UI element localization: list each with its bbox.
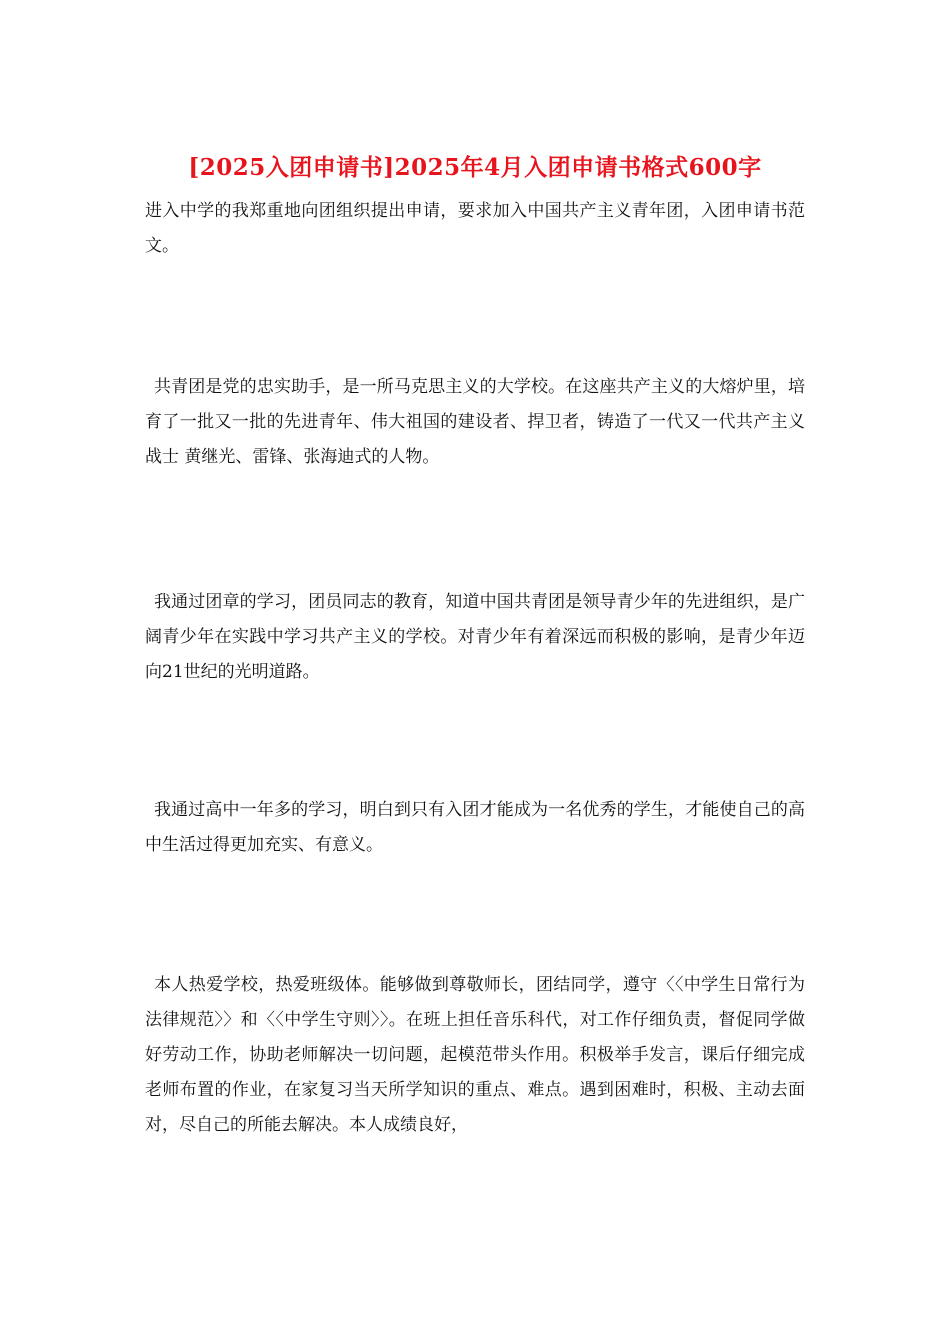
paragraph-study: 我通过团章的学习，团员同志的教育，知道中国共青团是领导青少年的先进组织，是广阔青少年在实践中学习共产主义的学校。对青少年有着深远而积极的影响，是青少年迈向21世纪的光明道路。 <box>145 592 805 682</box>
paragraph-high-school: 我通过高中一年多的学习，明白到只有入团才能成为一名优秀的学生，才能使自己的高中生活过得更加充实、有意义。 <box>145 800 805 855</box>
paragraph-intro: 进入中学的我郑重地向团组织提出申请，要求加入中国共产主义青年团，入团申请书范文。 <box>145 201 805 256</box>
paragraph-youth-league: 共青团是党的忠实助手，是一所马克思主义的大学校。在这座共产主义的大熔炉里，培育了一批又一批的先进青年、伟大祖国的建设者、捍卫者，铸造了一代又一代共产主义战士 黄继光、雷锋、张海迪式的人物。 <box>145 377 805 467</box>
document-title: [2025入团申请书]2025年4月入团申请书格式600字 <box>188 154 762 181</box>
paragraph-self-description: 本人热爱学校，热爱班级体。能够做到尊敬师长，团结同学，遵守〈〈中学生日常行为法律规范〉〉和〈〈中学生守则〉〉。在班上担任音乐科代，对工作仔细负责，督促同学做好劳动工作，协助老师解决一切问题，起模范带头作用。积极举手发言，课后仔细完成老师布置的作业，在家复习当天所学知识的重点、难点。遇到困难时，积极、主动去面对，尽自己的所能去解决。本人成绩良好， <box>145 975 805 1135</box>
